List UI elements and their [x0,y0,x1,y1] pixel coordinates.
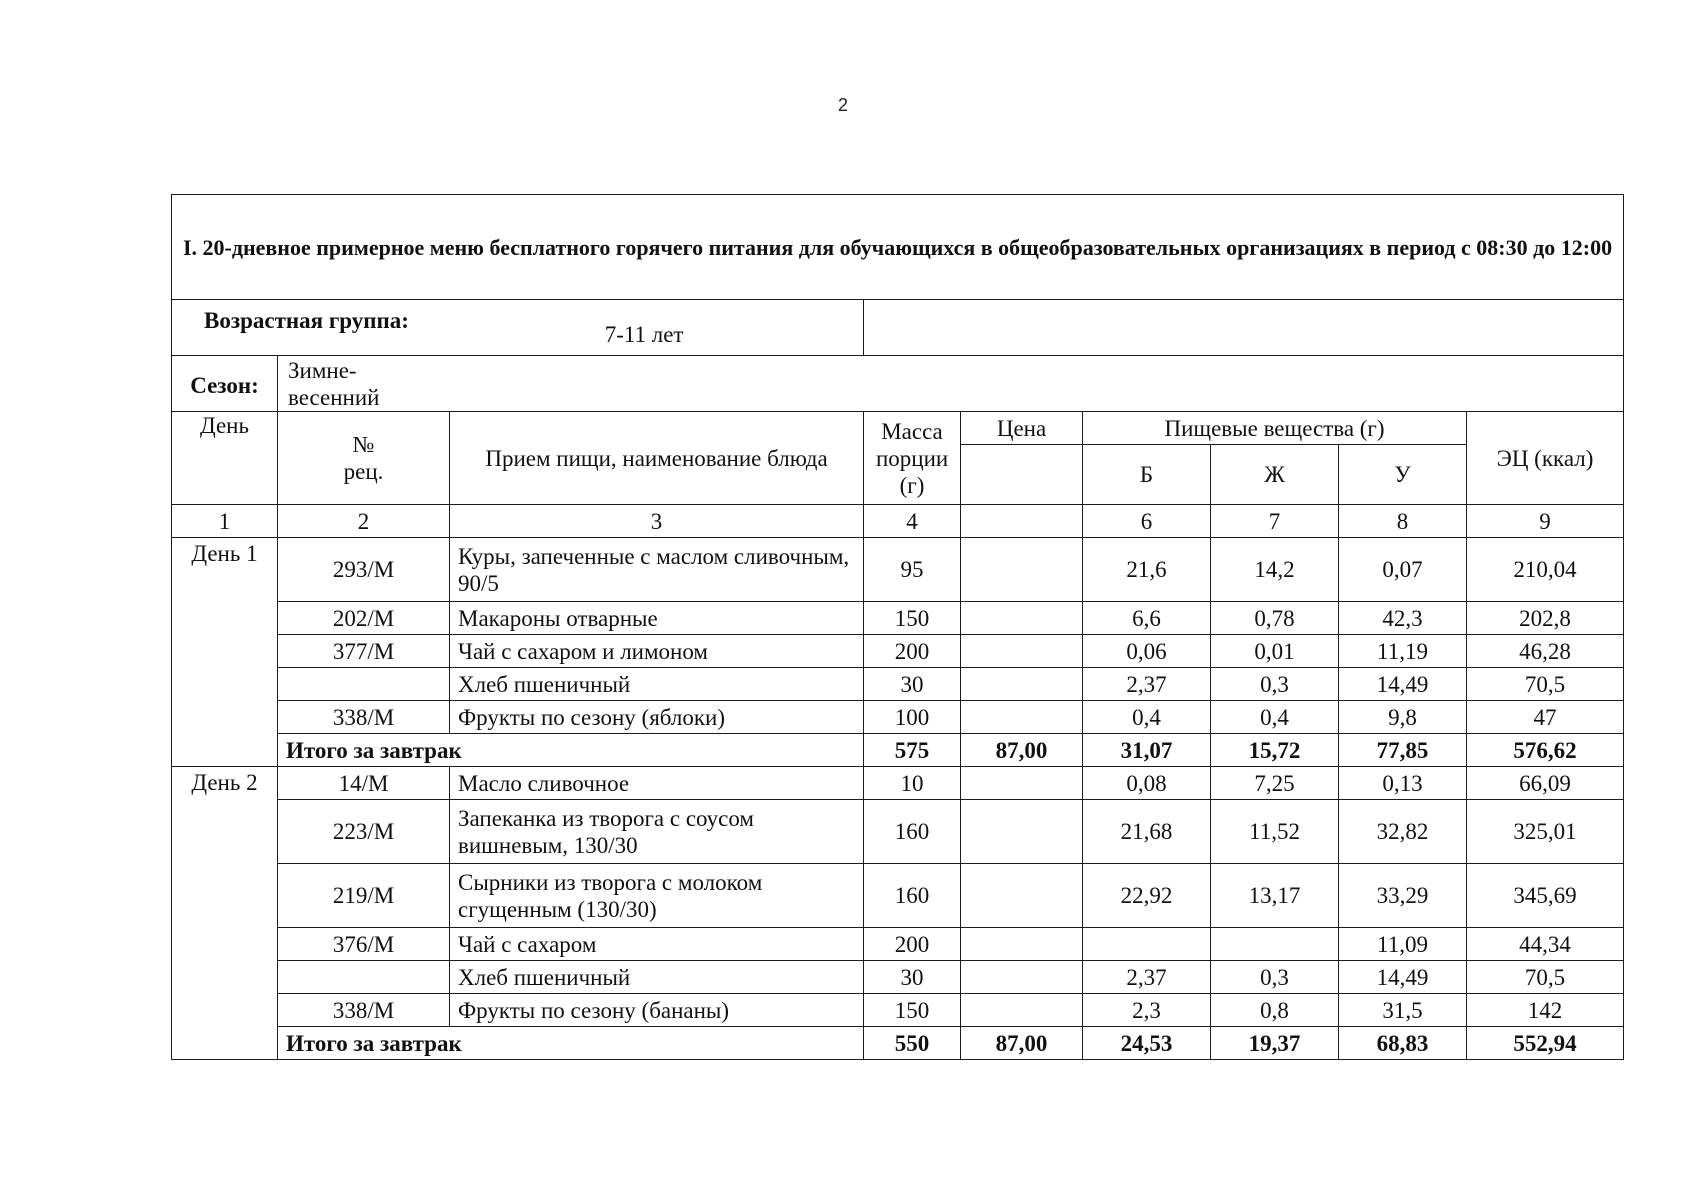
energy: 202,8 [1467,602,1624,635]
fat: 0,4 [1211,701,1339,734]
energy: 47 [1467,701,1624,734]
column-number: 4 [864,505,961,538]
day-label: День 2 [172,767,278,1060]
portion-mass: 150 [864,602,961,635]
header-row-1 [172,412,1624,445]
energy: 46,28 [1467,635,1624,668]
age-group-label: Возрастная группа: [204,308,409,333]
fat [1211,928,1339,961]
recipe-number: 338/М [278,994,450,1027]
recipe-number: 376/М [278,928,450,961]
header-nutrients: Пищевые вещества (г) [1083,412,1467,445]
total-carbs: 77,85 [1339,734,1467,767]
column-numbers-row [172,505,1624,538]
fat: 0,8 [1211,994,1339,1027]
season-label: Сезон: [190,373,259,398]
recipe-number: 293/М [278,538,450,602]
dish-name: Запеканка из творога с соусом вишневым, 130/30 [450,800,864,864]
dish-name: Фрукты по сезону (яблоки) [450,701,864,734]
carbs: 14,49 [1339,961,1467,994]
carbs: 0,07 [1339,538,1467,602]
protein [1083,928,1211,961]
header-fat: Ж [1211,445,1339,505]
day-label: День 1 [172,538,278,767]
portion-mass: 200 [864,635,961,668]
protein: 6,6 [1083,602,1211,635]
fat: 14,2 [1211,538,1339,602]
dish-name: Хлеб пшеничный [450,668,864,701]
carbs: 9,8 [1339,701,1467,734]
portion-mass: 30 [864,668,961,701]
header-energy: ЭЦ (ккал) [1467,412,1624,505]
table-row [172,864,1624,928]
energy: 44,34 [1467,928,1624,961]
age-group-row [172,300,1624,356]
total-carbs: 68,83 [1339,1027,1467,1060]
season-row [172,356,1624,412]
total-fat: 19,37 [1211,1027,1339,1060]
carbs: 0,13 [1339,767,1467,800]
column-number: 2 [278,505,450,538]
price [961,701,1083,734]
table-row [172,994,1624,1027]
total-energy: 552,94 [1467,1027,1624,1060]
protein: 21,68 [1083,800,1211,864]
portion-mass: 10 [864,767,961,800]
energy: 70,5 [1467,668,1624,701]
price [961,961,1083,994]
total-mass: 575 [864,734,961,767]
column-number [961,505,1083,538]
dish-name: Сырники из творога с молоком сгущенным (130/30) [450,864,864,928]
table-row [172,701,1624,734]
header-protein: Б [1083,445,1211,505]
protein: 2,37 [1083,961,1211,994]
table-row [172,961,1624,994]
energy: 66,09 [1467,767,1624,800]
total-price: 87,00 [961,1027,1083,1060]
portion-mass: 160 [864,864,961,928]
energy: 325,01 [1467,800,1624,864]
protein: 0,4 [1083,701,1211,734]
table-row [172,767,1624,800]
fat: 13,17 [1211,864,1339,928]
price [961,864,1083,928]
recipe-number: 223/М [278,800,450,864]
dish-name: Куры, запеченные с маслом сливочным, 90/5 [450,538,864,602]
energy: 345,69 [1467,864,1624,928]
total-label: Итого за завтрак [278,1027,864,1060]
recipe-number: 377/М [278,635,450,668]
portion-mass: 200 [864,928,961,961]
price [961,767,1083,800]
price [961,602,1083,635]
column-number: 8 [1339,505,1467,538]
fat: 0,78 [1211,602,1339,635]
menu-table [171,194,1624,1060]
portion-mass: 100 [864,701,961,734]
table-row [172,928,1624,961]
price [961,635,1083,668]
season-value: Зимне-весенний [288,357,380,410]
recipe-number: 338/М [278,701,450,734]
total-fat: 15,72 [1211,734,1339,767]
carbs: 42,3 [1339,602,1467,635]
protein: 22,92 [1083,864,1211,928]
table-row [172,635,1624,668]
total-mass: 550 [864,1027,961,1060]
dish-name: Чай с сахаром и лимоном [450,635,864,668]
recipe-number [278,668,450,701]
column-number: 6 [1083,505,1211,538]
energy: 70,5 [1467,961,1624,994]
dish-name: Хлеб пшеничный [450,961,864,994]
energy: 142 [1467,994,1624,1027]
price [961,928,1083,961]
dish-name: Чай с сахаром [450,928,864,961]
protein: 2,37 [1083,668,1211,701]
dish-name: Фрукты по сезону (бананы) [450,994,864,1027]
fat: 0,01 [1211,635,1339,668]
table-row [172,668,1624,701]
dish-name: Масло сливочное [450,767,864,800]
title-row [172,195,1624,300]
price [961,668,1083,701]
column-number: 1 [172,505,278,538]
total-row [172,734,1624,767]
fat: 0,3 [1211,668,1339,701]
dish-name: Макароны отварные [450,602,864,635]
price [961,994,1083,1027]
total-protein: 24,53 [1083,1027,1211,1060]
price [961,538,1083,602]
portion-mass: 30 [864,961,961,994]
header-portion-mass: Масса порции (г) [864,412,961,505]
portion-mass: 95 [864,538,961,602]
header-recipe-no: № рец. [278,412,450,505]
protein: 21,6 [1083,538,1211,602]
header-price: Цена [961,412,1083,445]
price [961,800,1083,864]
total-energy: 576,62 [1467,734,1624,767]
age-group-value: 7-11 лет [604,322,684,347]
table-row [172,602,1624,635]
total-price: 87,00 [961,734,1083,767]
total-protein: 31,07 [1083,734,1211,767]
column-number: 9 [1467,505,1624,538]
protein: 2,3 [1083,994,1211,1027]
recipe-number: 14/М [278,767,450,800]
recipe-number [278,961,450,994]
fat: 0,3 [1211,961,1339,994]
table-row [172,800,1624,864]
page-number: 2 [837,95,848,115]
column-number: 3 [450,505,864,538]
recipe-number: 219/М [278,864,450,928]
protein: 0,08 [1083,767,1211,800]
energy: 210,04 [1467,538,1624,602]
header-day: День [172,412,278,505]
recipe-number: 202/М [278,602,450,635]
total-label: Итого за завтрак [278,734,864,767]
carbs: 11,09 [1339,928,1467,961]
carbs: 32,82 [1339,800,1467,864]
carbs: 14,49 [1339,668,1467,701]
carbs: 33,29 [1339,864,1467,928]
fat: 7,25 [1211,767,1339,800]
portion-mass: 150 [864,994,961,1027]
carbs: 11,19 [1339,635,1467,668]
header-meal-name: Прием пищи, наименование блюда [450,412,864,505]
header-carbs: У [1339,445,1467,505]
table-row [172,538,1624,602]
fat: 11,52 [1211,800,1339,864]
table-title: I. 20-дневное примерное меню бесплатного горячего питания для обучающихся в общеобразовательных организациях в период с 08:30 до 12:00 [172,195,1624,300]
carbs: 31,5 [1339,994,1467,1027]
column-number: 7 [1211,505,1339,538]
protein: 0,06 [1083,635,1211,668]
portion-mass: 160 [864,800,961,864]
total-row [172,1027,1624,1060]
